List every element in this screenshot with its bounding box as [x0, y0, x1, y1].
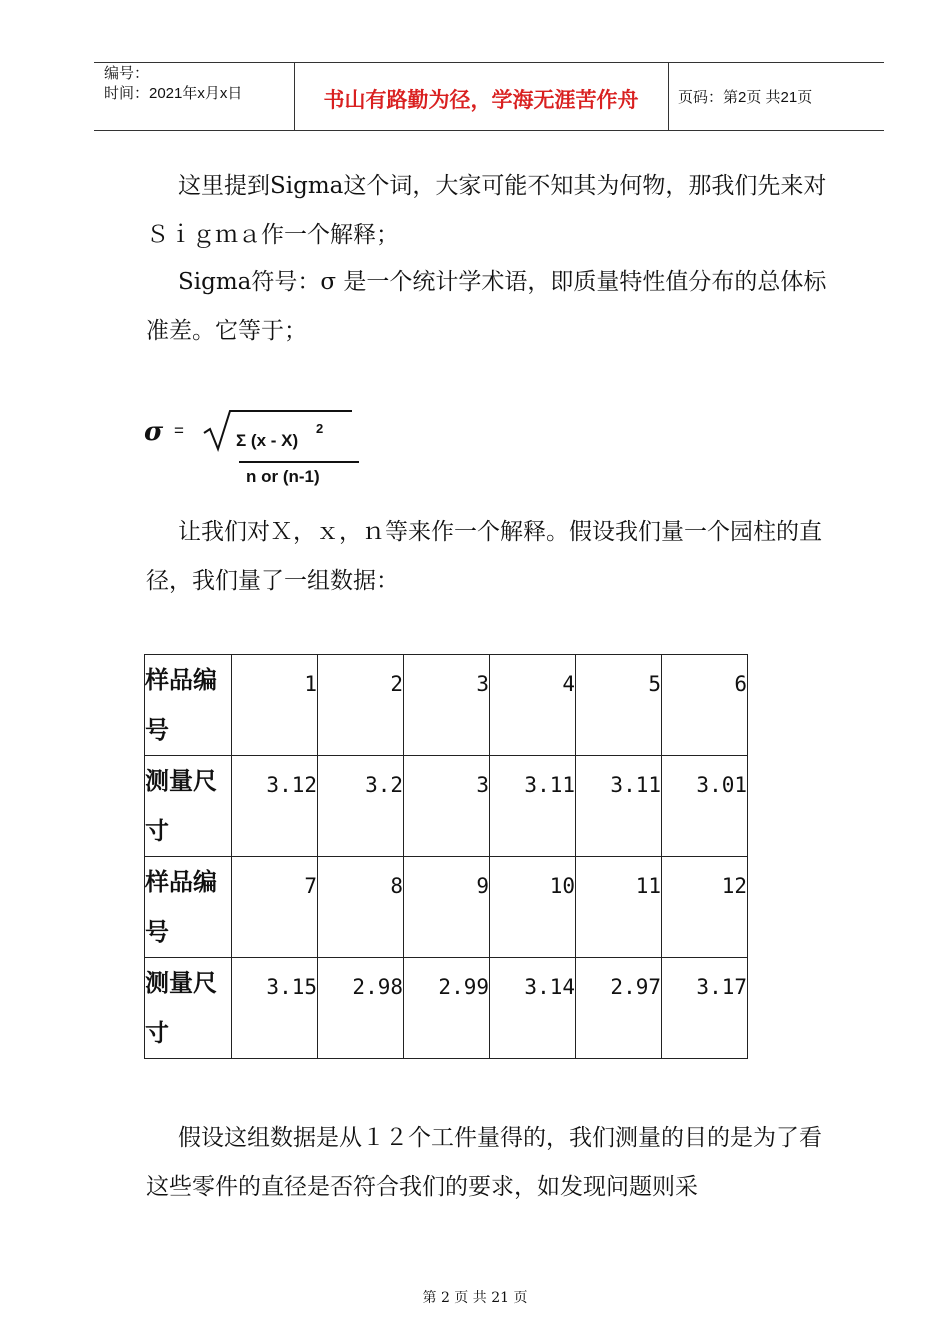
table-cell: 3.14 [490, 958, 576, 1059]
formula-sigma-symbol: σ [144, 417, 164, 447]
table-cell: 3.2 [318, 756, 404, 857]
header-page-info: 页码：第2页 共21页 [678, 89, 813, 106]
header-bottom-rule [94, 130, 884, 131]
document-time: 时间：2021年x月x日 [104, 85, 243, 102]
table-cell: 3.15 [232, 958, 318, 1059]
formula-equals: = [174, 421, 184, 440]
measurement-table [144, 654, 748, 1059]
paragraph-sigma-intro: 这里提到Sigma这个词，大家可能不知其为何物，那我们先来对Ｓｉｇｍａ作一个解释； [146, 173, 827, 248]
table-cell: 2.97 [576, 958, 662, 1059]
formula-fraction-bar [239, 461, 359, 463]
header-motto: 书山有路勤为径，学海无涯苦作舟 [323, 88, 639, 112]
table-cell: 6 [662, 655, 748, 756]
header-top-rule [94, 62, 884, 63]
table-cell: 3 [404, 756, 490, 857]
row-label-sample: 样品编号 [145, 655, 232, 756]
row-label-measurement: 测量尺寸 [145, 756, 232, 857]
header-meta [104, 64, 242, 104]
table-cell: 11 [576, 857, 662, 958]
table-cell: 10 [490, 857, 576, 958]
table-row [145, 756, 748, 857]
table-cell: 1 [232, 655, 318, 756]
table-cell: 3.11 [576, 756, 662, 857]
table-cell: 3.11 [490, 756, 576, 857]
table-row [145, 655, 748, 756]
paragraph-data-explanation: 让我们对Ｘ，ｘ，ｎ等来作一个解释。假设我们量一个园柱的直径，我们量了一组数据： [146, 519, 822, 594]
paragraph-measurement-purpose: 假设这组数据是从１２个工件量得的，我们测量的目的是为了看这些零件的直径是否符合我们的要求，如发现问题则采 [146, 1125, 822, 1200]
table-cell: 12 [662, 857, 748, 958]
table-cell: 8 [318, 857, 404, 958]
formula-exponent: 2 [316, 421, 324, 436]
table-cell: 2.99 [404, 958, 490, 1059]
table-row [145, 857, 748, 958]
table-cell: 9 [404, 857, 490, 958]
row-label-measurement: 测量尺寸 [145, 958, 232, 1059]
table-cell: 5 [576, 655, 662, 756]
page-footer: 第 2 页 共 21 页 [422, 1290, 528, 1306]
table-cell: 3.17 [662, 958, 748, 1059]
header-divider [294, 62, 295, 130]
document-number-label: 编号： [104, 65, 150, 82]
formula-numerator: Σ (x - X) [236, 431, 299, 450]
table-cell: 3 [404, 655, 490, 756]
std-dev-formula [144, 405, 364, 495]
table-cell: 2.98 [318, 958, 404, 1059]
table-cell: 3.12 [232, 756, 318, 857]
table-cell: 3.01 [662, 756, 748, 857]
table-cell: 4 [490, 655, 576, 756]
header-divider [668, 62, 669, 130]
table-cell: 2 [318, 655, 404, 756]
formula-denominator: n or (n-1) [246, 467, 320, 486]
row-label-sample: 样品编号 [145, 857, 232, 958]
table-cell: 7 [232, 857, 318, 958]
paragraph-sigma-definition: Sigma符号：σ 是一个统计学术语，即质量特性值分布的总体标准差。它等于； [146, 269, 827, 344]
table-row [145, 958, 748, 1059]
